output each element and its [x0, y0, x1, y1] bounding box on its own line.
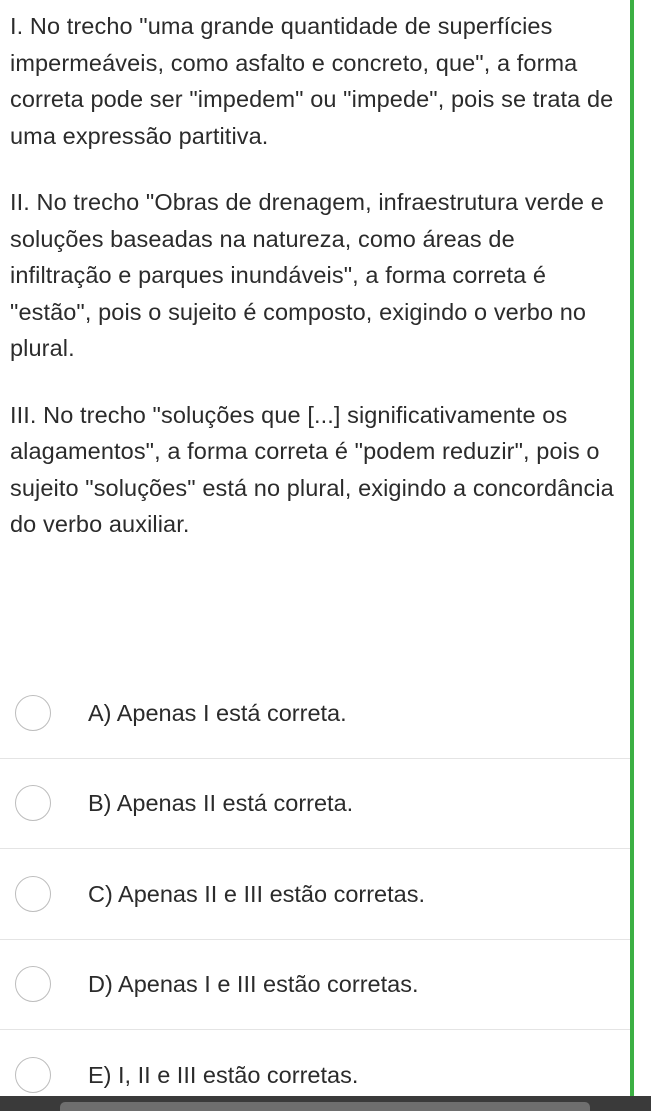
option-d[interactable]: [0, 940, 630, 1031]
radio-circle-icon[interactable]: [15, 1057, 51, 1093]
option-b-label: B) Apenas II está correta.: [88, 790, 354, 817]
option-c-label: C) Apenas II e III estão corretas.: [88, 880, 425, 907]
radio-circle-icon[interactable]: [15, 695, 51, 731]
question-statements: [10, 8, 615, 573]
option-b[interactable]: [0, 759, 630, 850]
statement-3: III. No trecho "soluções que [...] significativamente os alagamentos", a forma correta é "podem reduzir", pois o sujeito "soluções" está no plural, exigindo a concordância do verbo auxiliar.: [10, 401, 614, 537]
radio-circle-icon[interactable]: [15, 785, 51, 821]
option-c[interactable]: [0, 849, 630, 940]
radio-circle-icon[interactable]: [15, 966, 51, 1002]
home-indicator[interactable]: [60, 1102, 590, 1111]
option-e-label: E) I, II e III estão corretas.: [88, 1061, 359, 1088]
accent-border: [630, 0, 634, 1096]
option-a-label: A) Apenas I está correta.: [88, 699, 347, 726]
statement-1: I. No trecho "uma grande quantidade de superfícies impermeáveis, como asfalto e concreto, que", a forma correta pode ser "impedem" ou "impede", pois se trata de uma expressão partitiva.: [10, 13, 614, 149]
option-a[interactable]: [0, 668, 630, 759]
option-d-label: D) Apenas I e III estão corretas.: [88, 971, 419, 998]
radio-circle-icon[interactable]: [15, 876, 51, 912]
statement-2: II. No trecho "Obras de drenagem, infraestrutura verde e soluções baseadas na natureza, como áreas de infiltração e parques inundáveis", a forma correta é "estão", pois o sujeito é composto, exigindo o verbo no plural.: [10, 189, 604, 361]
answer-options: [0, 668, 630, 1120]
